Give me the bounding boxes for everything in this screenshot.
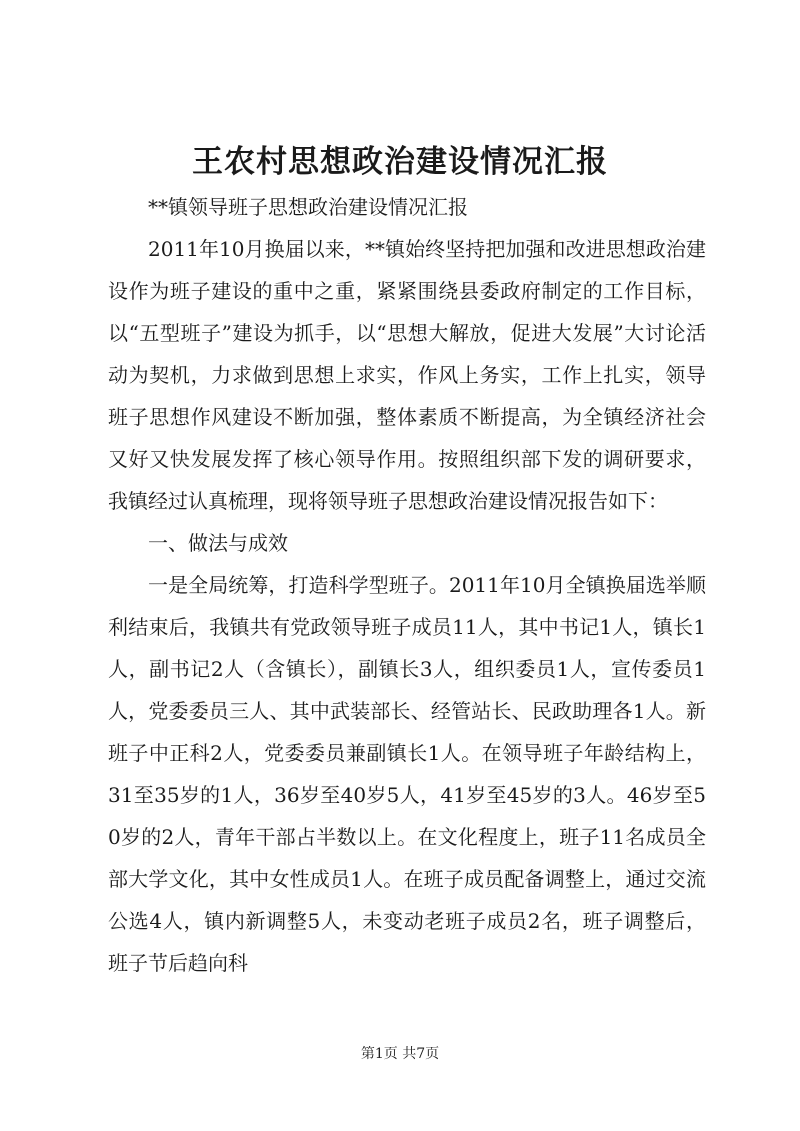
- section-heading: 一、做法与成效: [148, 531, 288, 555]
- document-subtitle: **镇领导班子思想政治建设情况汇报: [148, 195, 468, 219]
- page-footer: 第1页 共7页: [360, 1046, 440, 1062]
- intro-paragraph: 2011年10月换届以来，**镇始终坚持把加强和改进思想政治建设作为班子建设的重中之重，紧紧围绕县委政府制定的工作目标，以“五型班子”建设为抓手，以“思想大解放，促进大发展”大讨论活动为契机，力求做到思想上求实，作风上务实，工作上扎实，领导班子思想作风建设不断加强，整体素质不断提高，为全镇经济社会又好又快发展发挥了核心领导作用。按照组织部下发的调研要求，我镇经过认真梳理，现将领导班子思想政治建设情况报告如下：: [108, 237, 706, 513]
- document-title: 王农村思想政治建设情况汇报: [192, 144, 608, 180]
- document-body: [108, 186, 706, 984]
- body-paragraph: 一是全局统筹，打造科学型班子。2011年10月全镇换届选举顺利结束后，我镇共有党政领导班子成员11人，其中书记1人，镇长1人，副书记2人（含镇长），副镇长3人，组织委员1人，宣传委员1人，党委委员三人、其中武装部长、经管站长、民政助理各1人。新班子中正科2人，党委委员兼副镇长1人。在领导班子年龄结构上，31至35岁的1人，36岁至40岁5人，41岁至45岁的3人。46岁至50岁的2人，青年干部占半数以上。在文化程度上，班子11名成员全部大学文化，其中女性成员1人。在班子成员配备调整上，通过交流公选4人，镇内新调整5人，未变动老班子成员2名，班子调整后，班子节后趋向科: [108, 573, 706, 975]
